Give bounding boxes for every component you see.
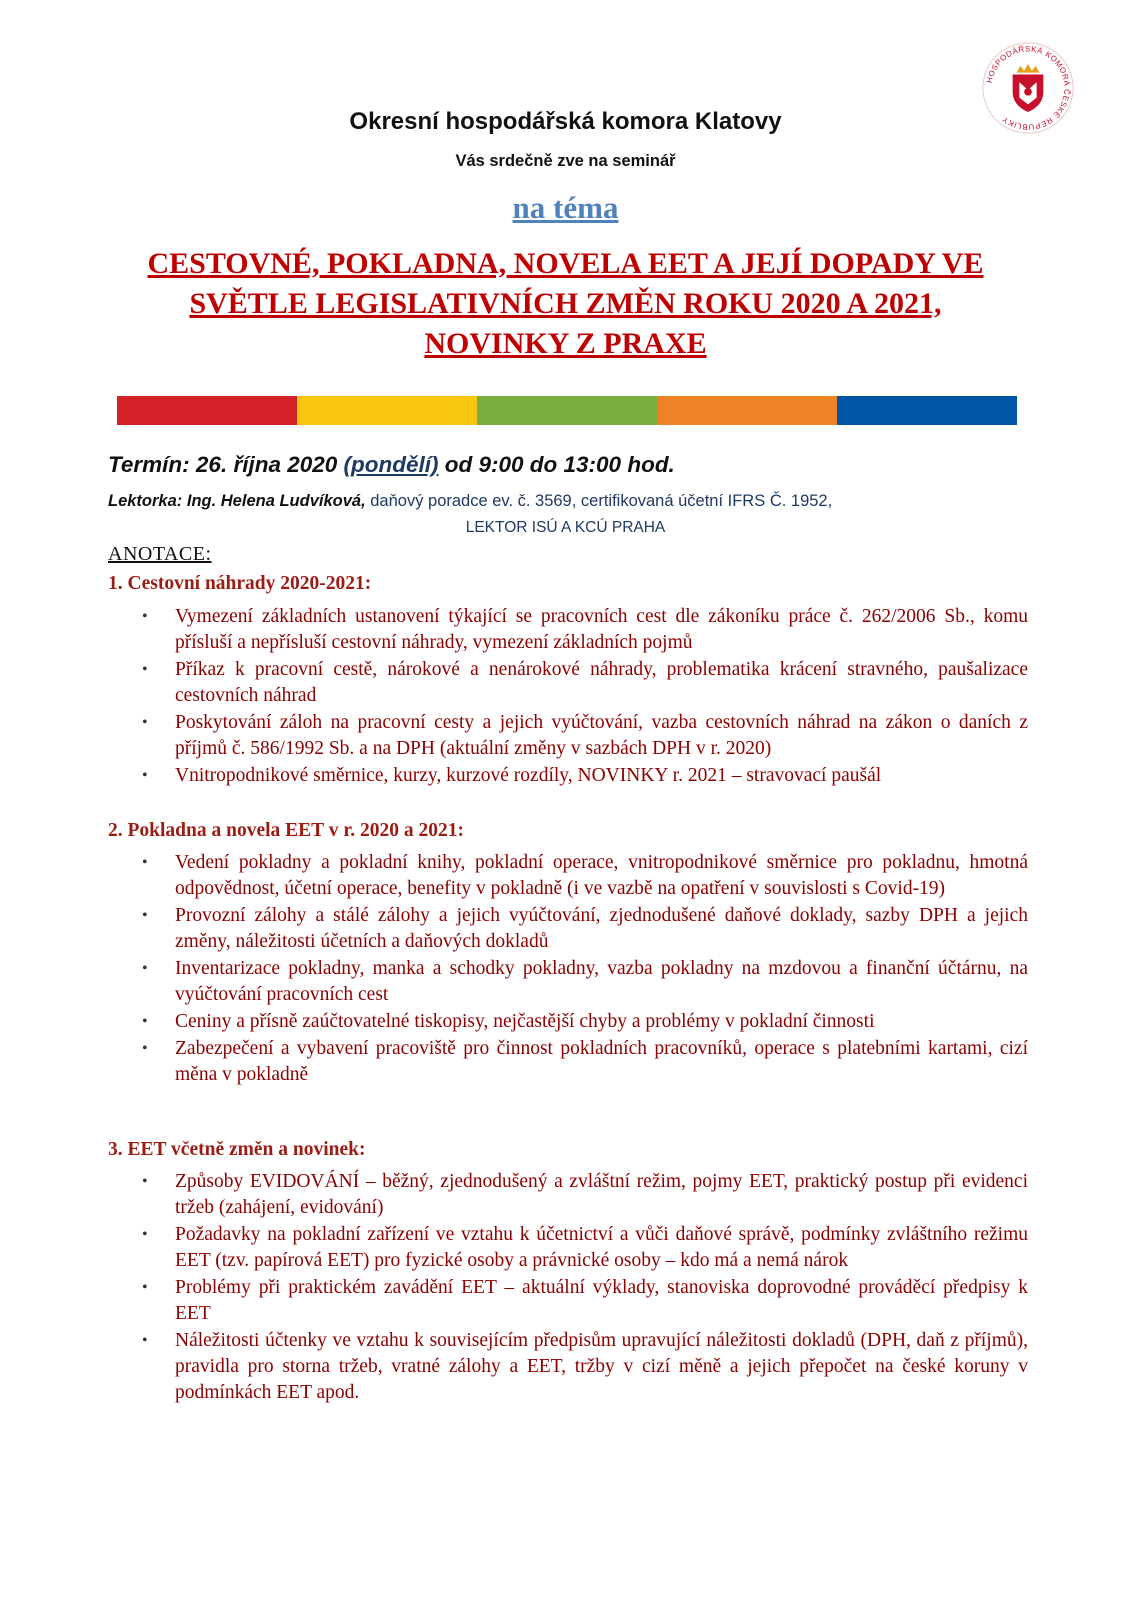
color-stripe-segment	[117, 396, 297, 425]
date-text: Termín: 26. října 2020	[108, 452, 344, 477]
list-item: • Vedení pokladny a pokladní knihy, pokladní operace, vnitropodnikové směrnice pro pokladnu, hmotná odpovědnost, účetní operace, benefity v pokladně (i ve vazbě na opatření v souvislosti s Covid-19)	[142, 850, 1028, 902]
invite-text: Vás srdečně zve na seminář	[455, 152, 676, 170]
color-stripe-segment	[837, 396, 1017, 425]
lecturer-name: Lektorka: Ing. Helena Ludvíková,	[108, 492, 366, 510]
color-stripe-segment	[477, 396, 657, 425]
organization-name: Okresní hospodářská komora Klatovy	[349, 108, 782, 135]
seminar-title	[60, 244, 1071, 364]
color-stripe-segment	[657, 396, 837, 425]
lecturer-role-line-2: LEKTOR ISÚ A KCÚ PRAHA	[465, 519, 666, 536]
section-list	[142, 604, 1028, 790]
list-item: • Zabezpečení a vybavení pracoviště pro činnost pokladních pracovníků, operace s platebními kartami, cizí měna v pokladně	[142, 1036, 1028, 1088]
list-item: • Ceniny a přísně zaúčtovatelné tiskopisy, nejčastější chyby a problémy v pokladní činnosti	[142, 1009, 1028, 1035]
section-heading: 1. Cestovní náhrady 2020-2021:	[108, 573, 372, 594]
list-item: • Provozní zálohy a stálé zálohy a jejich vyúčtování, zjednodušené daňové doklady, sazby DPH a jejich změny, náležitosti účetních a daňových dokladů	[142, 903, 1028, 955]
color-stripe	[117, 396, 1017, 425]
section-list	[142, 1169, 1028, 1407]
weekday: (pondělí)	[343, 452, 439, 477]
logo-ring-text: HOSPODÁŘSKÁ KOMORA ČESKÉ REPUBLIKY	[984, 44, 1072, 132]
title-line: NOVINKY Z PRAXE	[424, 327, 707, 360]
title-line: SVĚTLE LEGISLATIVNÍCH ZMĚN ROKU 2020 A 2021,	[189, 287, 942, 320]
list-item: • Požadavky na pokladní zařízení ve vztahu k účetnictví a vůči daňové správě, podmínky zvláštního režimu EET (tzv. papírová EET) pro fyzické osoby a právnické osoby – kdo má a nemá nárok	[142, 1222, 1028, 1274]
list-item: • Vymezení základních ustanovení týkající se pracovních cest dle zákoníku práce č. 262/2006 Sb., komu přísluší a nepřísluší cestovní náhrady, vymezení základních pojmů	[142, 604, 1028, 656]
title-line: CESTOVNÉ, POKLADNA, NOVELA EET A JEJÍ DOPADY VE	[147, 247, 984, 280]
list-item: • Příkaz k pracovní cestě, nárokové a nenárokové náhrady, problematika krácení stravného, paušalizace cestovních náhrad	[142, 657, 1028, 709]
color-stripe-segment	[297, 396, 477, 425]
lecturer-info	[108, 492, 1028, 511]
event-date	[108, 452, 675, 478]
list-item: • Poskytování záloh na pracovní cesty a jejich vyúčtování, vazba cestovních náhrad na zákon o daních z příjmů č. 586/1992 Sb. a na DPH (aktuální změny v sazbách DPH v r. 2020)	[142, 710, 1028, 762]
time-text: od 9:00 do 13:00 hod.	[438, 452, 675, 477]
lecturer-role: daňový poradce ev. č. 3569, certifikovaná účetní IFRS Č. 1952,	[365, 492, 833, 510]
list-item: • Náležitosti účtenky ve vztahu k souvisejícím předpisům upravující náležitosti dokladů (DPH, daň z příjmů), pravidla pro storna tržeb, vratné zálohy a EET, tržby v cizí měně a jejich přepočet na české koruny v podmínkách EET apod.	[142, 1328, 1028, 1406]
section-list	[142, 850, 1028, 1089]
list-item: • Vnitropodnikové směrnice, kurzy, kurzové rozdíly, NOVINKY r. 2021 – stravovací paušál	[142, 763, 1028, 789]
list-item: • Způsoby EVIDOVÁNÍ – běžný, zjednodušený a zvláštní režim, pojmy EET, praktický postup při evidenci tržeb (zahájení, evidování)	[142, 1169, 1028, 1221]
anotace-label: ANOTACE:	[108, 543, 212, 565]
section-heading: 3. EET včetně změn a novinek:	[108, 1139, 366, 1160]
section-heading: 2. Pokladna a novela EET v r. 2020 a 2021:	[108, 820, 464, 841]
list-item: • Inventarizace pokladny, manka a schodky pokladny, vazba pokladny na mzdovou a finanční účtárnu, na vyúčtování pracovních cest	[142, 956, 1028, 1008]
topic-label: na téma	[512, 190, 619, 225]
list-item: • Problémy při praktickém zavádění EET – aktuální výklady, stanoviska doprovodné prováděcí předpisy k EET	[142, 1275, 1028, 1327]
